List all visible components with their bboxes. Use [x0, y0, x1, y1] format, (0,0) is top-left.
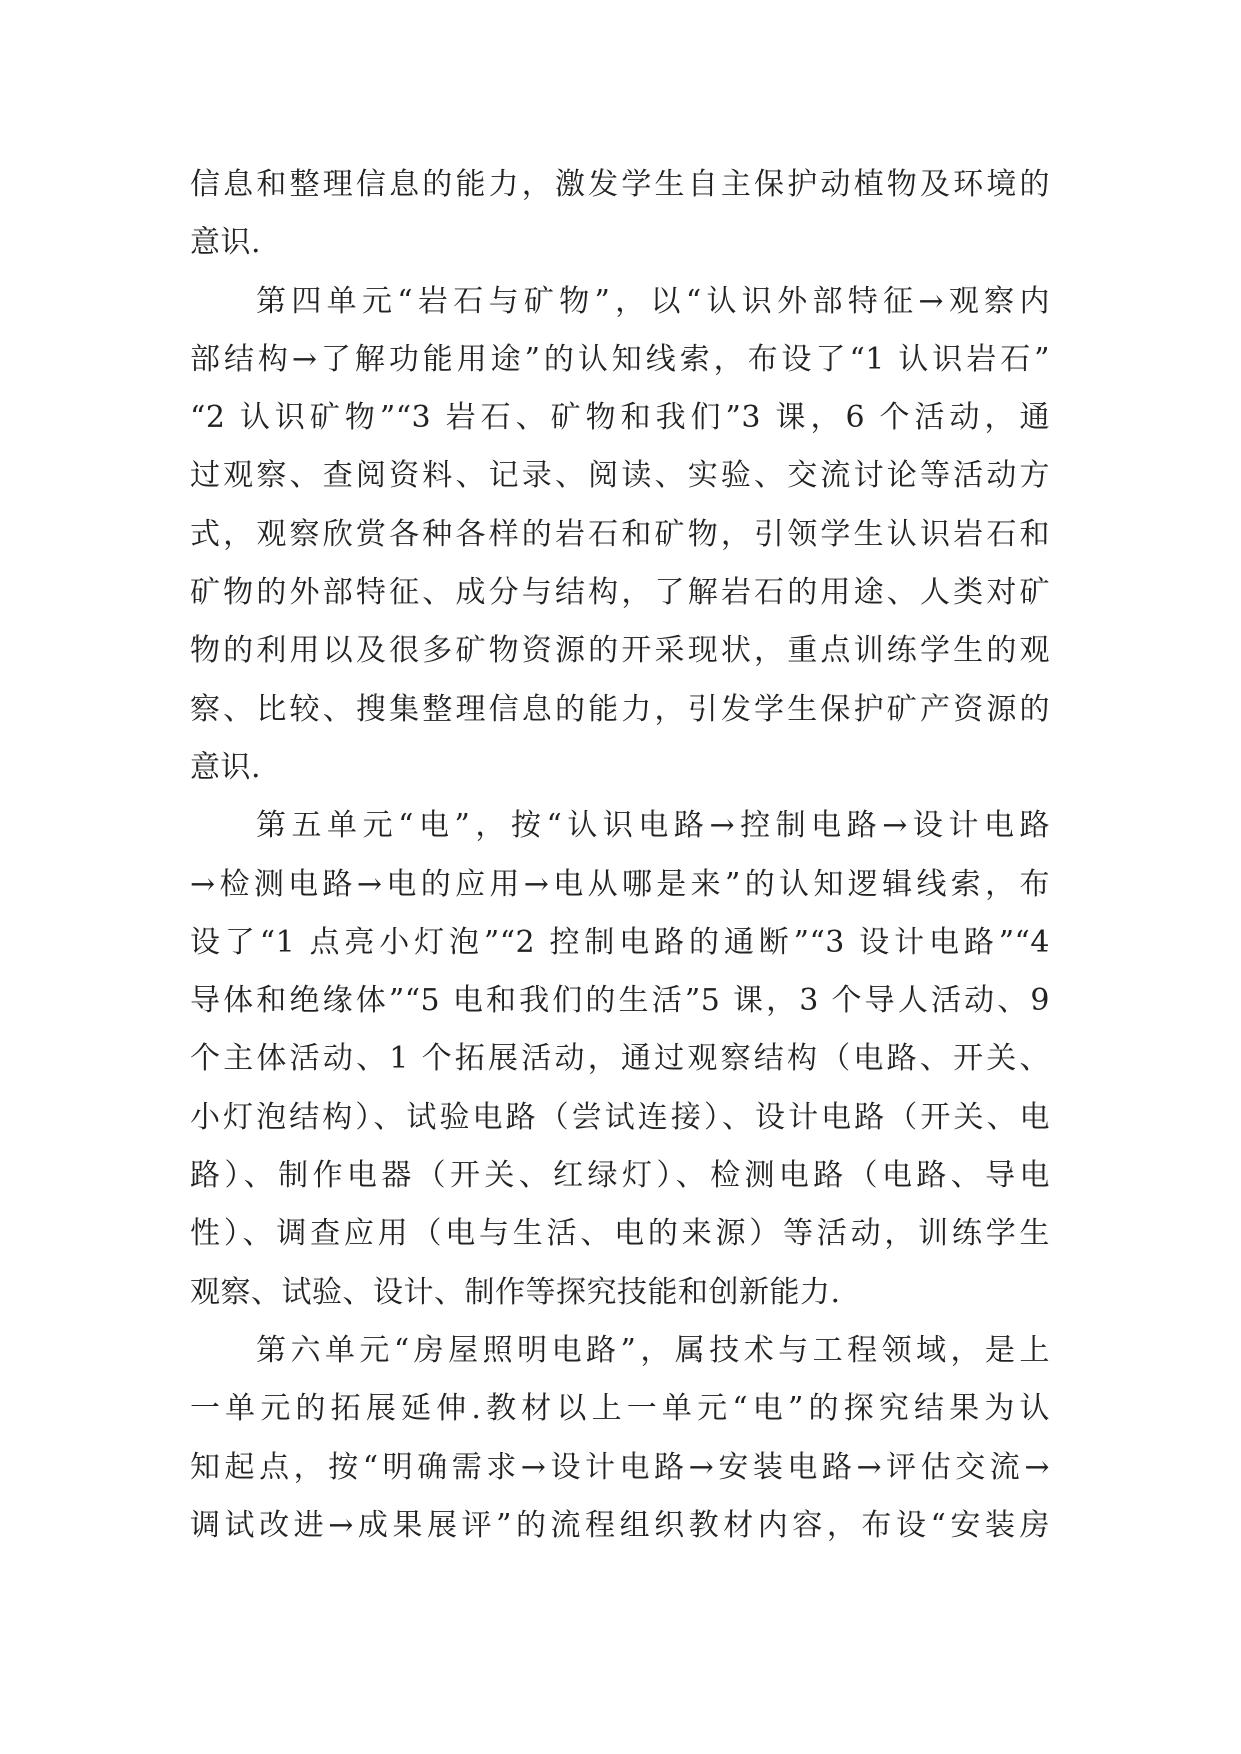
text-line: 过观察、查阅资料、记录、阅读、实验、交流讨论等活动方 [190, 458, 1050, 494]
text-line: 意识. [190, 225, 262, 261]
text-line: 矿物的外部特征、成分与结构，了解岩石的用途、人类对矿 [190, 575, 1050, 611]
text-line: 路）、制作电器（开关、红绿灯）、检测电路（电路、导电 [190, 1158, 1050, 1194]
body-text [190, 156, 1050, 1555]
text-line: →检测电路→电的应用→电从哪是来”的认知逻辑线索，布 [190, 866, 1050, 902]
text-line: 知起点，按“明确需求→设计电路→安装电路→评估交流→ [190, 1449, 1050, 1485]
text-line: 部结构→了解功能用途”的认知线索，布设了“1 认识岩石” [190, 341, 1050, 377]
text-line: 性）、调查应用（电与生活、电的来源）等活动，训练学生 [190, 1216, 1050, 1252]
paragraph-start-unit-4: 第四单元“岩石与矿物”，以“认识外部特征→观察内 [256, 283, 1050, 319]
text-line: 小灯泡结构）、试验电路（尝试连接）、设计电路（开关、电 [190, 1099, 1050, 1135]
text-line: 察、比较、搜集整理信息的能力，引发学生保护矿产资源的 [190, 691, 1050, 727]
text-line: 物的利用以及很多矿物资源的开采现状，重点训练学生的观 [190, 633, 1050, 669]
text-line: 设了“1 点亮小灯泡”“2 控制电路的通断”“3 设计电路”“4 [190, 924, 1050, 960]
text-line: 式，观察欣赏各种各样的岩石和矿物，引领学生认识岩石和 [190, 516, 1050, 552]
text-line: 信息和整理信息的能力，激发学生自主保护动植物及环境的 [190, 167, 1050, 202]
text-line: “2 认识矿物”“3 岩石、矿物和我们”3 课，6 个活动，通 [190, 400, 1050, 436]
text-line: 一单元的拓展延伸.教材以上一单元“电”的探究结果为认 [190, 1391, 1050, 1427]
text-line: 导体和绝缘体”“5 电和我们的生活”5 课，3 个导人活动、9 [190, 983, 1050, 1019]
paragraph-start-unit-6: 第六单元“房屋照明电路”，属技术与工程领域，是上 [256, 1332, 1050, 1368]
text-line: 个主体活动、1 个拓展活动，通过观察结构（电路、开关、 [190, 1041, 1050, 1077]
text-line: 调试改进→成果展评”的流程组织教材内容，布设“安装房 [190, 1507, 1050, 1543]
text-line: 观察、试验、设计、制作等探究技能和创新能力. [190, 1274, 841, 1310]
text-line: 意识. [190, 749, 262, 785]
paragraph-start-unit-5: 第五单元“电”，按“认识电路→控制电路→设计电路 [256, 808, 1050, 844]
